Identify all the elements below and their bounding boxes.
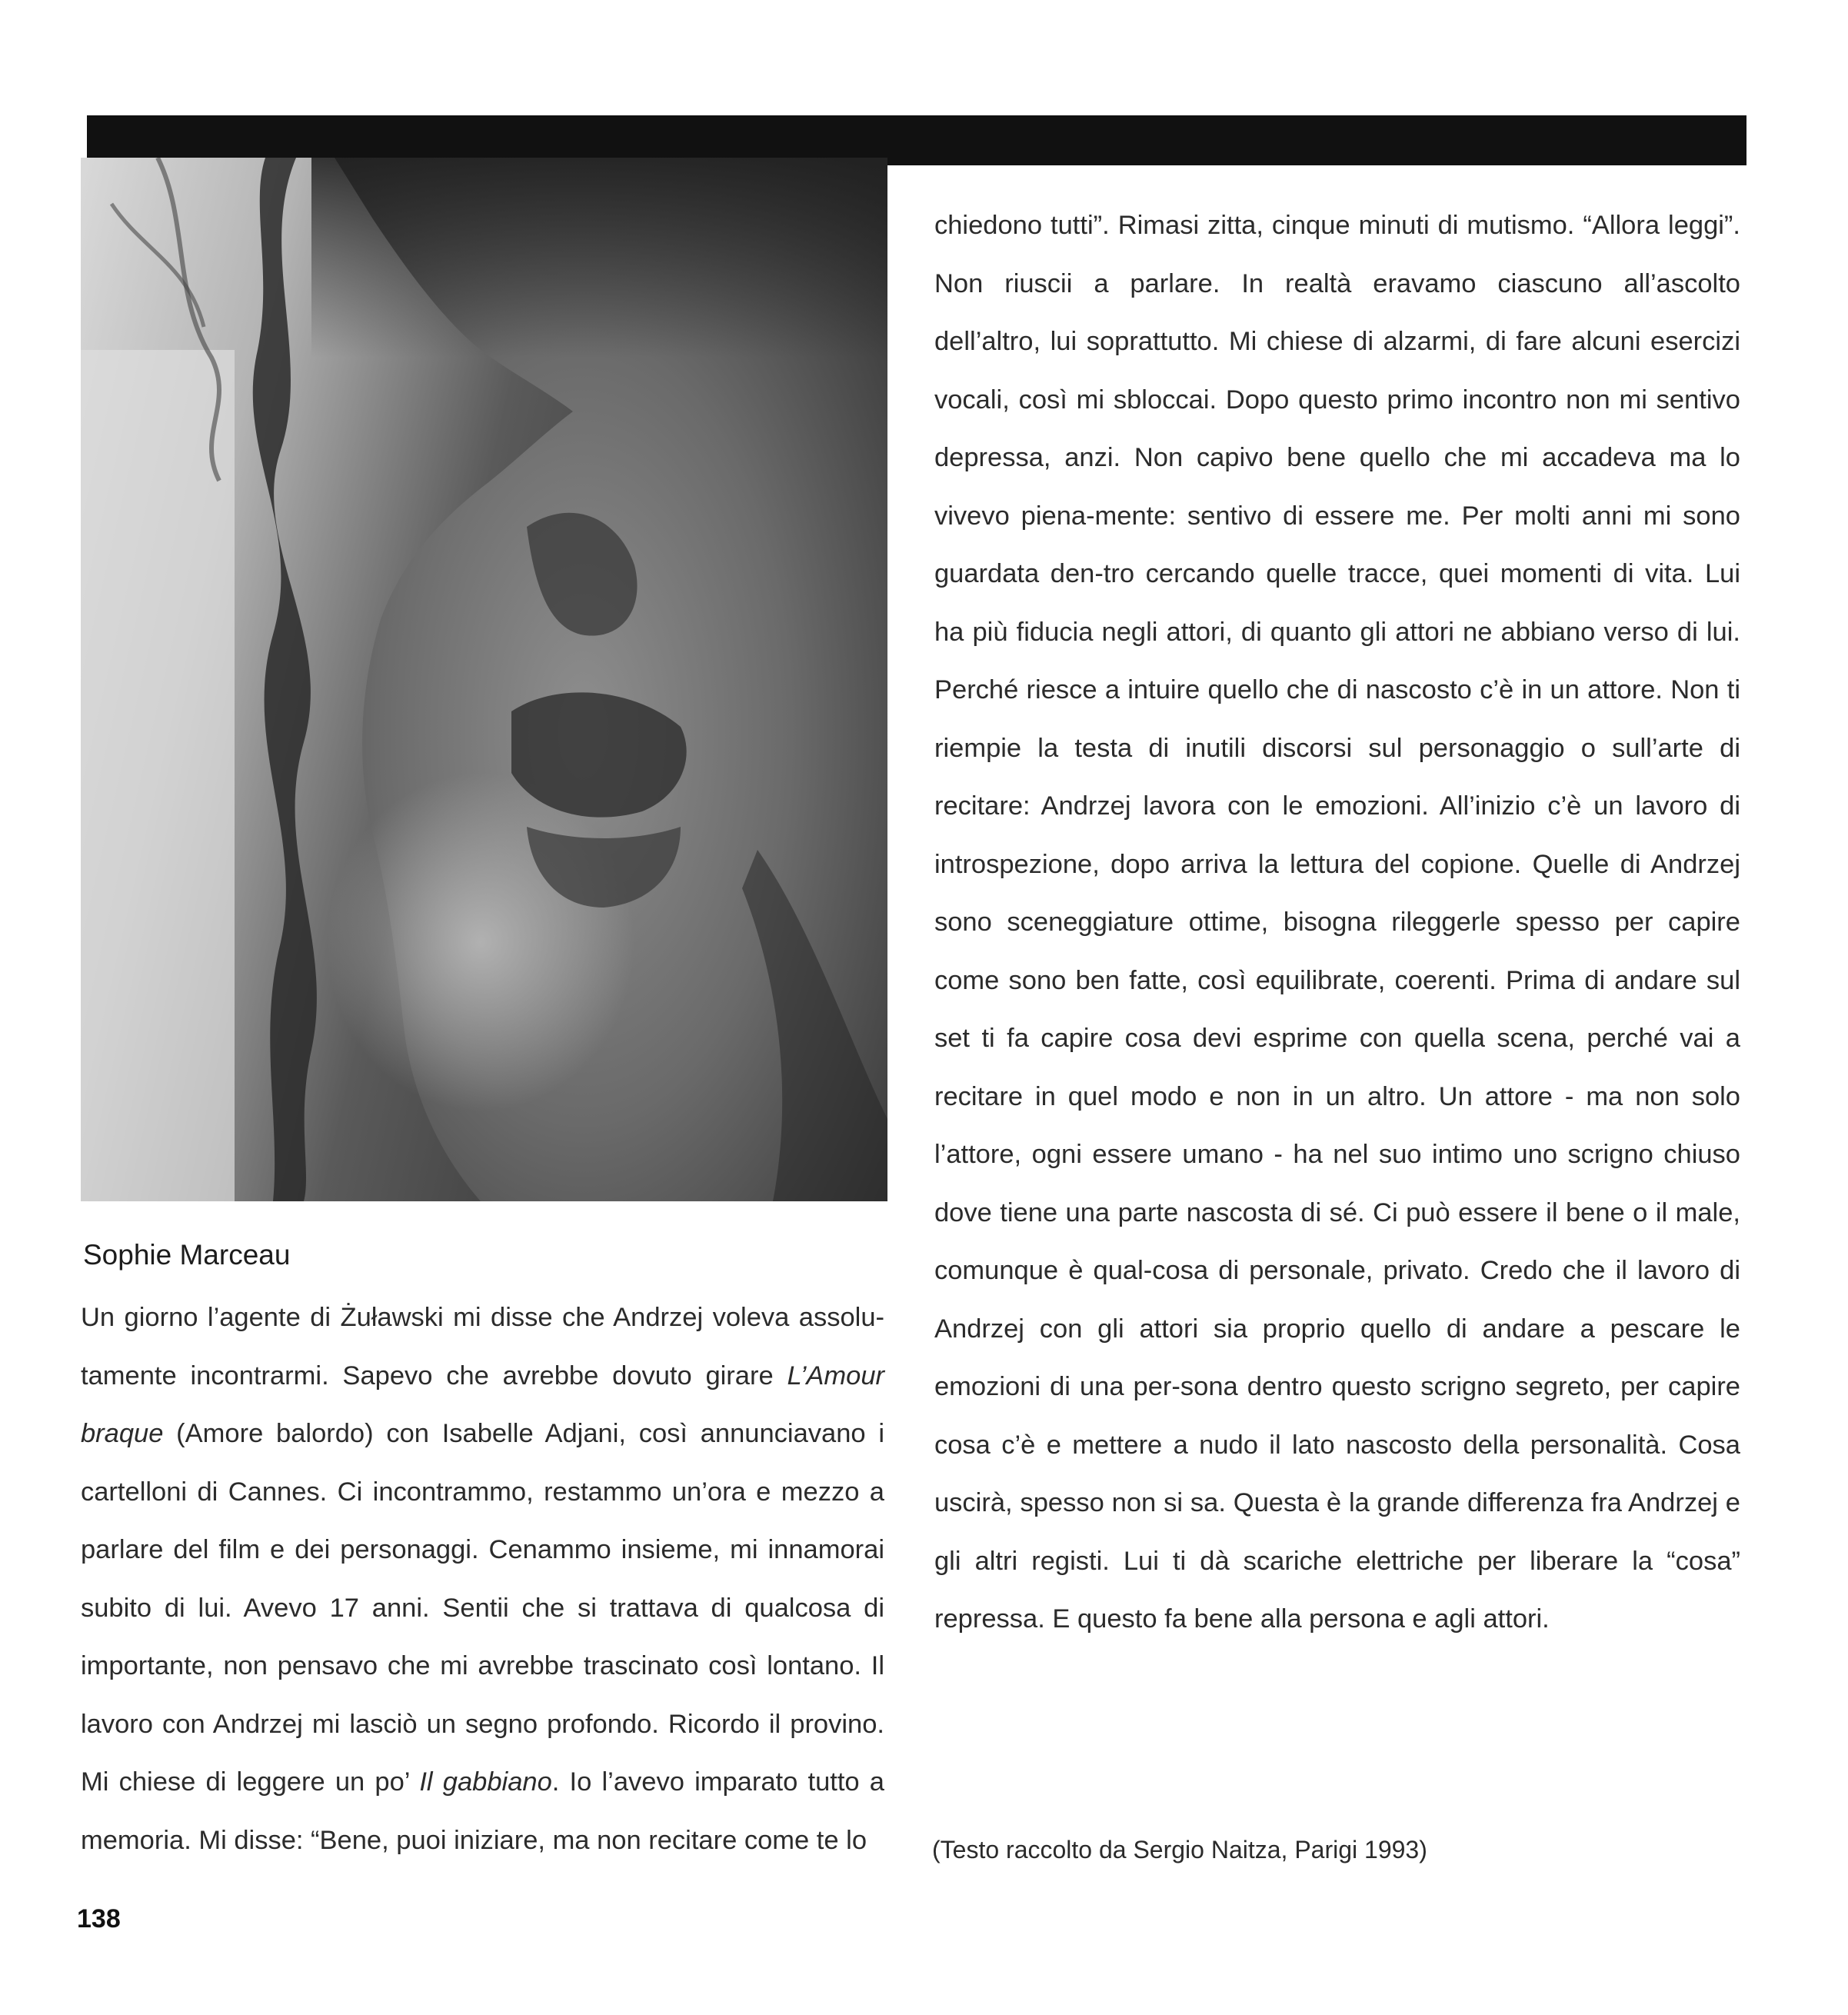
body-paragraph-left xyxy=(81,1289,884,1870)
caption-title: Sophie Marceau xyxy=(83,1239,291,1271)
text-segment: Un giorno l’agente di Żuławski mi disse che Andrzej voleva assolu-tamente incontrarmi. Sapevo che avrebbe dovuto girare xyxy=(81,1303,884,1391)
left-text-column xyxy=(81,1289,884,1870)
text-segment: . Io l’avevo imparato tutto a memoria. Mi disse: “Bene, puoi iniziare, ma non recitare come te lo xyxy=(81,1767,884,1855)
page-number: 138 xyxy=(77,1904,121,1933)
film-title-italic: L’Amour braque xyxy=(81,1361,884,1448)
text-segment: (Amore balordo) con Isabelle Adjani, così annunciavano i cartelloni di Cannes. Ci incontrammo, restammo un’ora e mezzo a parlare del film e dei personaggi. Cenammo insieme, mi innamorai subito di lui. Avevo 17 anni. Sentii che si trattava di qualcosa di importante, non pensavo che mi avrebbe trascinato così lontano. Il lavoro con Andrzej mi lasciò un segno profondo. Ricordo il provino. Mi chiese di leggere un po’ xyxy=(81,1419,884,1797)
text-credit: (Testo raccolto da Sergio Naitza, Parigi 1993) xyxy=(932,1836,1427,1863)
portrait-photo xyxy=(81,158,887,1201)
play-title-italic: Il gabbiano xyxy=(419,1767,552,1797)
right-text-column xyxy=(934,197,1740,1649)
body-paragraph-right: chiedono tutti”. Rimasi zitta, cinque minuti di mutismo. “Allora leggi”. Non riuscii a parlare. In realtà eravamo ciascuno all’ascolto dell’altro, lui soprattutto. Mi chiese di alzarmi, di fare alcuni esercizi vocali, così mi sbloccai. Dopo questo primo incontro non mi sentivo depressa, anzi. Non capivo bene quello che mi accadeva ma lo vivevo piena-mente: sentivo di essere me. Per molti anni mi sono guardata den-tro cercando quelle tracce, quei momenti di vita. Lui ha più fiducia negli attori, di quanto gli attori ne abbiano verso di lui. Perché riesce a intuire quello che di nascosto c’è in un attore. Non ti riempie la testa di inutili discorsi sul personaggio o sull’arte di recitare: Andrzej lavora con le emozioni. All’inizio c’è un lavoro di introspezione, dopo arriva la lettura del copione. Quelle di Andrzej sono sceneggiature ottime, bisogna rileggerle spesso per capire come sono ben fatte, così equilibrate, coerenti. Prima di andare sul set ti fa capire cosa devi esprime con quella scena, perché vai a recitare in quel modo e non in un altro. Un attore - ma non solo l’attore, ogni essere umano - ha nel suo intimo uno scrigno chiuso dove tiene una parte nascosta di sé. Ci può essere il bene o il male, comunque è qual-cosa di personale, privato. Credo che il lavoro di Andrzej con gli attori sia proprio quello di andare a pescare le emozioni di una per-sona dentro questo scrigno segreto, per capire cosa c’è e mettere a nudo il lato nascosto della personalità. Cosa uscirà, spesso non si sa. Questa è la grande differenza fra Andrzej e gli altri registi. Lui ti dà scariche elettriche per liberare la “cosa” repressa. E questo fa bene alla persona e agli attori. xyxy=(934,211,1740,1634)
portrait-illustration xyxy=(81,158,887,1201)
